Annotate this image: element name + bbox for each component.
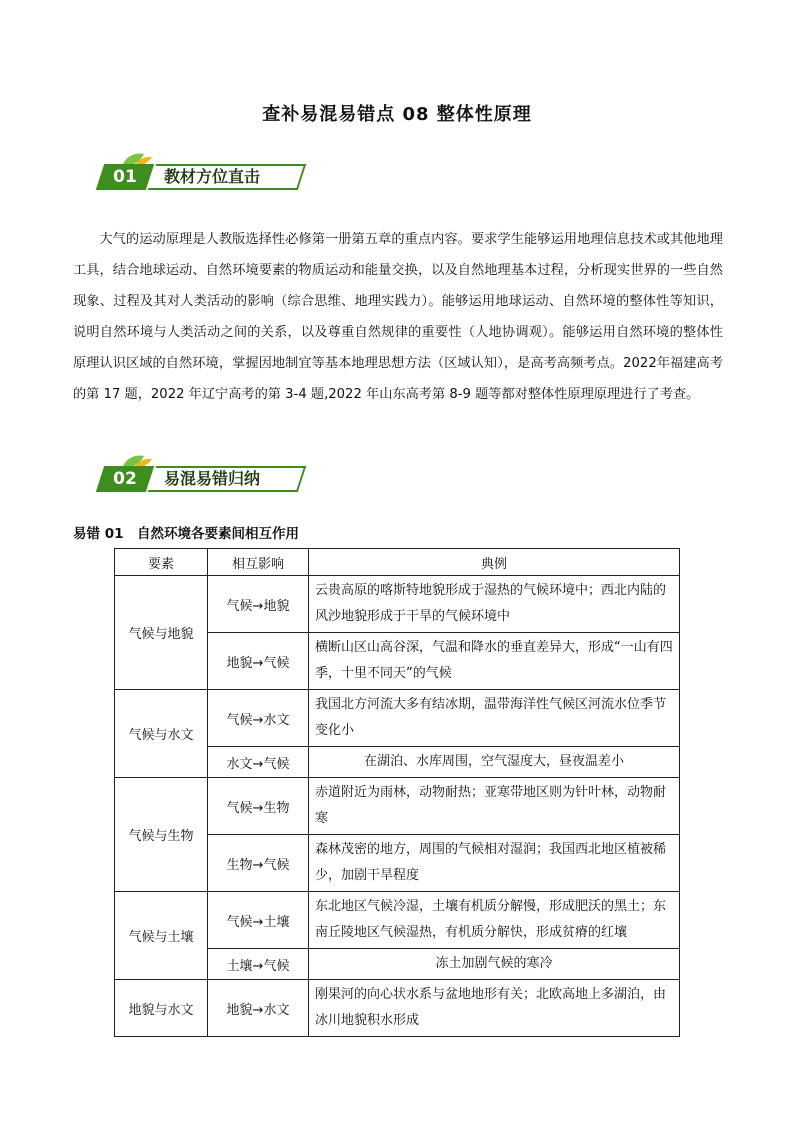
section-number: 02 (113, 469, 137, 489)
section-number: 01 (113, 167, 137, 187)
section-header-1 (100, 150, 320, 192)
example-cell: 横断山区山高谷深，气温和降水的垂直差异大，形成“一山有四季，十里不同天”的气候 (309, 633, 680, 690)
example-cell: 在湖泊、水库周围，空气湿度大，昼夜温差小 (309, 747, 680, 778)
header-example: 典例 (309, 549, 680, 576)
example-cell: 我国北方河流大多有结冰期，温带海洋性气候区河流水位季节变化小 (309, 690, 680, 747)
table-row (115, 576, 680, 633)
example-cell: 赤道附近为雨林，动物耐热；亚寒带地区则为针叶林，动物耐寒 (309, 778, 680, 835)
table-header-row (115, 549, 680, 576)
table-row (115, 980, 680, 1037)
relation-cell: 水文→气候 (208, 747, 309, 778)
section-label: 易混易错归纳 (164, 469, 261, 488)
relation-cell: 气候→土壤 (208, 892, 309, 949)
relation-cell: 地貌→气候 (208, 633, 309, 690)
relation-cell: 气候→地貌 (208, 576, 309, 633)
section-label: 教材方位直击 (164, 167, 261, 186)
table-row (115, 892, 680, 949)
header-relation: 相互影响 (208, 549, 309, 576)
header-element: 要素 (115, 549, 208, 576)
page-title: 查补易混易错点 08 整体性原理 (262, 104, 532, 125)
element-cell: 地貌与水文 (115, 980, 208, 1037)
example-cell: 森林茂密的地方，周围的气候相对湿润；我国西北地区植被稀少，加剧干旱程度 (309, 835, 680, 892)
element-cell: 气候与地貌 (115, 576, 208, 690)
example-cell: 云贵高原的喀斯特地貌形成于湿热的气候环境中；西北内陆的风沙地貌形成于干旱的气候环境中 (309, 576, 680, 633)
relation-cell: 地貌→水文 (208, 980, 309, 1037)
element-cell: 气候与土壤 (115, 892, 208, 980)
element-cell: 气候与水文 (115, 690, 208, 778)
element-cell: 气候与生物 (115, 778, 208, 892)
interaction-table (114, 548, 680, 1037)
table-row (115, 690, 680, 747)
error-subheading: 易错 01 自然环境各要素间相互作用 (73, 526, 299, 542)
relation-cell: 生物→气候 (208, 835, 309, 892)
example-cell: 刚果河的向心状水系与盆地地形有关；北欧高地上多湖泊，由冰川地貌积水形成 (309, 980, 680, 1037)
section-header-2 (100, 452, 320, 494)
relation-cell: 土壤→气候 (208, 949, 309, 980)
example-cell: 东北地区气候冷湿，土壤有机质分解慢，形成肥沃的黑土；东南丘陵地区气候湿热，有机质分解快，形成贫瘠的红壤 (309, 892, 680, 949)
relation-cell: 气候→水文 (208, 690, 309, 747)
example-cell: 冻土加剧气候的寒冷 (309, 949, 680, 980)
relation-cell: 气候→生物 (208, 778, 309, 835)
table-row (115, 778, 680, 835)
intro-paragraph: 大气的运动原理是人教版选择性必修第一册第五章的重点内容。要求学生能够运用地理信息技术或其他地理工具，结合地球运动、自然环境要素的物质运动和能量交换，以及自然地理基本过程，分析现实世界的一些自然现象、过程及其对人类活动的影响（综合思维、地理实践力）。能够运用地球运动、自然环境的整体性等知识，说明自然环境与人类活动之间的关系，以及尊重自然规律的重要性（人地协调观）。能够运用自然环境的整体性原理认识区域的自然环境，掌握因地制宜等基本地理思想方法（区域认知），是高考高频考点。2022年福建高考的第 17 题，2022 年辽宁高考的第 3-4 题,2022 年山东高考第 8-9 题等都对整体性原理原理进行了考查。 (73, 232, 723, 402)
